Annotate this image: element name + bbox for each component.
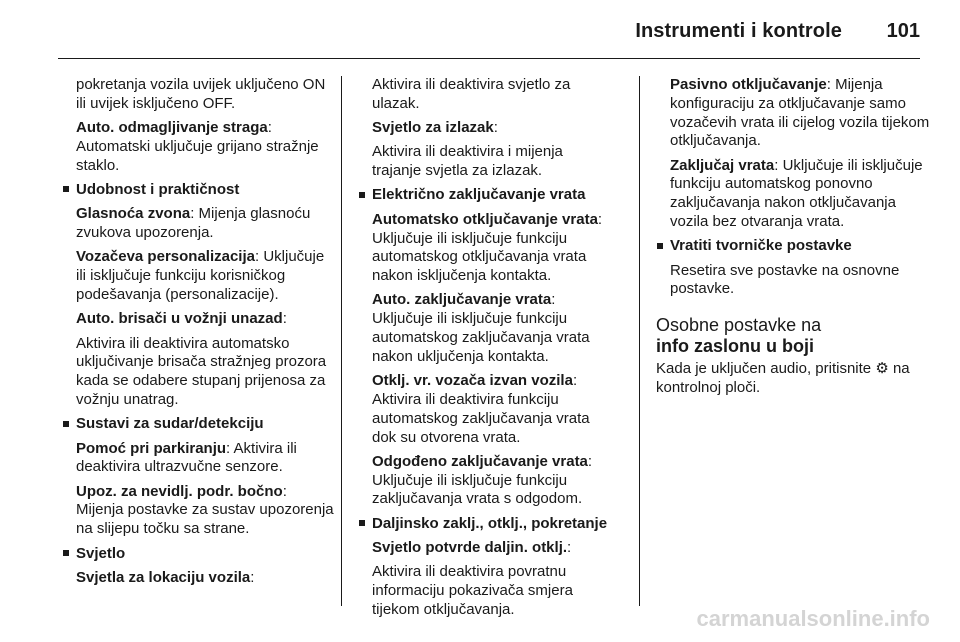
setting-item xyxy=(76,440,334,478)
setting-label: Odgođeno zaključavanje vrata xyxy=(372,452,588,470)
setting-item xyxy=(76,569,334,588)
setting-label: Vozačeva personalizacija xyxy=(76,248,255,266)
setting-desc: : Mijenja postavke za sustav upozorenja na slijepu točku sa strane. xyxy=(76,482,334,538)
bullet-icon xyxy=(359,192,365,198)
setting-item xyxy=(76,119,334,175)
setting-desc: : xyxy=(567,539,572,557)
subsection-title-line: Osobne postavke na xyxy=(656,315,822,336)
setting-desc: : xyxy=(250,568,255,586)
header-divider xyxy=(58,58,920,59)
paragraph: Aktivira ili deaktivira svjetlo za ulazak. xyxy=(372,76,571,112)
paragraph: pokretanja vozila uvijek uključeno ON ili uvijek isključeno OFF. xyxy=(76,76,326,112)
page-title: Instrumenti i kontrole xyxy=(635,20,842,42)
setting-desc: : Uključuje ili isključuje funkciju automatskog ponovno zaključavanja nakon otključavanja vozila bez otvaranja vrata. xyxy=(670,156,923,231)
paragraph: Resetira sve postavke na osnovne postavke. xyxy=(670,261,900,298)
setting-label: Auto. zaključavanje vrata xyxy=(372,291,552,309)
paragraph: Aktivira ili deaktivira automatsko uključivanje brisača stražnjeg prozora kada se odabere stupanj prijenosa za vožnju unatrag. xyxy=(76,334,327,408)
bullet-icon xyxy=(63,550,69,556)
instruction-text: Kada je uključen audio, pritisnite xyxy=(656,360,872,378)
setting-item xyxy=(372,291,614,366)
bullet-icon xyxy=(359,520,365,526)
column-2 xyxy=(358,76,614,625)
section-heading xyxy=(62,545,334,564)
setting-desc: : Automatski uključuje grijano stražnje staklo. xyxy=(76,119,319,174)
section-heading-label: Daljinsko zaklj., otklj., pokretanje xyxy=(372,514,608,532)
setting-label: Automatsko otključavanje vrata xyxy=(372,210,598,228)
bullet-icon xyxy=(63,186,69,192)
setting-desc: : Aktivira ili deaktivira ultrazvučne senzore. xyxy=(76,439,297,476)
setting-label: Otklj. vr. vozača izvan vozila xyxy=(372,372,573,390)
setting-label: Auto. odmagljivanje straga xyxy=(76,119,268,137)
column-1 xyxy=(62,76,334,593)
section-heading-label: Sustavi za sudar/detekciju xyxy=(76,415,264,433)
section-heading-label: Električno zaključavanje vrata xyxy=(372,186,586,204)
instruction-text: na kontrolnoj ploči. xyxy=(656,360,910,397)
column-divider-1 xyxy=(341,76,342,606)
setting-label: Upoz. za nevidlj. podr. bočno xyxy=(76,482,283,500)
section-heading-label: Svjetlo xyxy=(76,544,126,562)
setting-label: Pomoć pri parkiranju xyxy=(76,439,227,457)
setting-label: Glasnoća zvona xyxy=(76,205,191,223)
section-heading xyxy=(358,515,614,534)
setting-label: Svjetla za lokaciju vozila xyxy=(76,568,251,586)
setting-label: Zaključaj vrata xyxy=(670,156,775,174)
setting-label: Pasivno otključavanje xyxy=(670,76,827,93)
setting-desc: : xyxy=(282,310,287,328)
setting-desc: : Mijenja glasnoću zvukova upozorenja. xyxy=(76,205,311,242)
paragraph: Aktivira ili deaktivira i mijenja trajanje svjetla za izlazak. xyxy=(372,143,563,180)
setting-item xyxy=(372,119,614,138)
column-3 xyxy=(656,76,932,403)
section-heading xyxy=(656,237,932,256)
paragraph: Aktivira ili deaktivira povratnu informaciju pokazivača smjera tijekom otključavanja. xyxy=(372,563,573,618)
setting-desc: : Uključuje ili isključuje funkciju automatskog otključavanja vrata nakon isključenja kontakta. xyxy=(372,210,603,285)
setting-item xyxy=(372,539,614,558)
section-heading xyxy=(62,415,334,434)
setting-desc: : Mijenja konfiguraciju za otključavanje samo vozačevih vrata ili cijelog vozila tijekom otključavanja. xyxy=(670,76,930,150)
setting-label: Svjetlo za izlazak xyxy=(372,119,494,137)
setting-item xyxy=(670,76,932,151)
page-number: 101 xyxy=(886,20,920,42)
setting-item xyxy=(76,483,334,539)
setting-item xyxy=(670,157,932,232)
setting-item xyxy=(372,211,614,286)
setting-desc: : xyxy=(493,119,498,137)
setting-item xyxy=(372,372,614,447)
section-heading-label: Udobnost i praktičnost xyxy=(76,180,240,198)
setting-desc: : Uključuje ili isključuje funkciju zaključavanja vrata s odgodom. xyxy=(372,452,593,508)
setting-item xyxy=(372,453,614,509)
setting-label: Svjetlo potvrde daljin. otklj. xyxy=(372,539,568,557)
setting-label: Auto. brisači u vožnji unazad xyxy=(76,310,283,328)
page-header xyxy=(0,0,960,60)
paragraph xyxy=(656,360,932,398)
setting-item xyxy=(76,310,334,329)
section-heading xyxy=(358,186,614,205)
setting-item xyxy=(76,205,334,243)
bullet-icon xyxy=(63,421,69,427)
setting-desc: : Uključuje ili isključuje funkciju korisničkog podešavanja (personalizacije). xyxy=(76,248,325,303)
watermark: carmanualsonline.info xyxy=(696,606,930,631)
setting-item xyxy=(76,248,334,304)
config-icon: ⚙ xyxy=(875,360,889,378)
subsection-title-line: info zaslonu u boji xyxy=(656,336,814,357)
column-divider-2 xyxy=(639,76,640,606)
bullet-icon xyxy=(657,243,663,249)
setting-desc: : Uključuje ili isključuje funkciju automatskog zaključavanja vrata nakon uključenja kontakta. xyxy=(372,291,590,365)
section-heading-label: Vratiti tvorničke postavke xyxy=(670,237,852,255)
subsection-title xyxy=(656,315,932,357)
setting-desc: : Aktivira ili deaktivira funkciju automatskog zaključavanja vrata dok su otvorena vrata. xyxy=(372,372,590,446)
section-heading xyxy=(62,181,334,200)
